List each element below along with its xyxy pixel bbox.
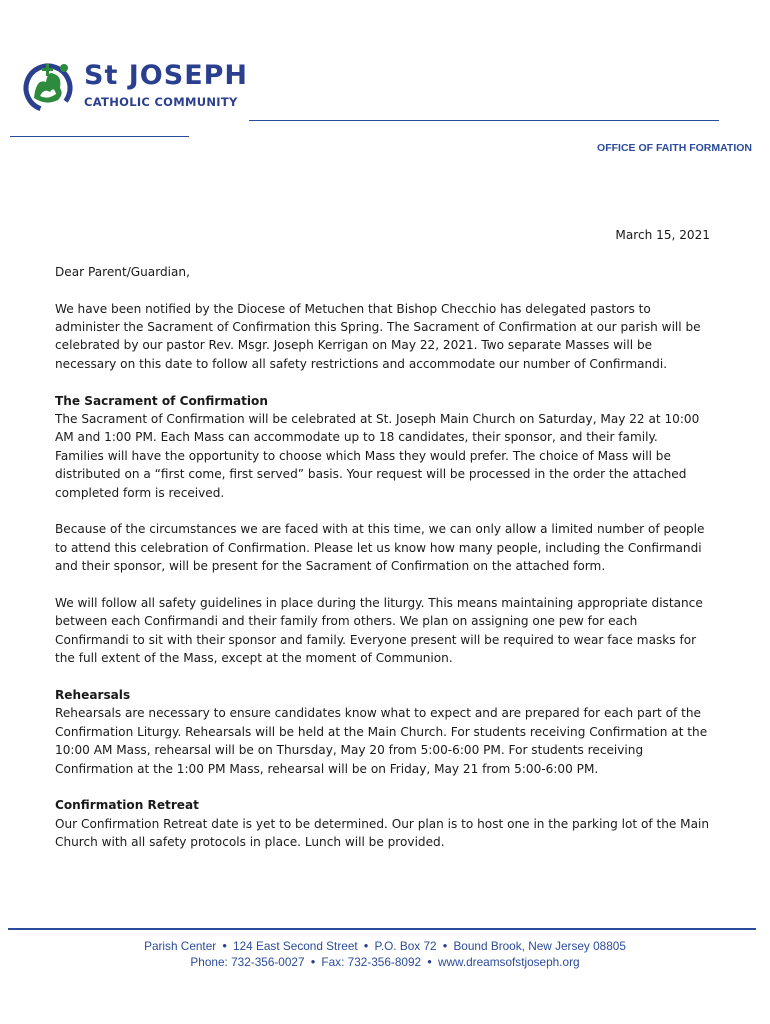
footer-fax: Fax: 732-356-8092 bbox=[321, 955, 422, 969]
safety-paragraph: We will follow all safety guidelines in place during the liturgy. This means maintaining appropriate distance between each Confirmandi and their family from others. We plan on assigning one pew for each Confirmandi to sit with their sponsor and family. Everyone present will be required to wear face masks for the full extent of the Mass, except at the moment of Communion. bbox=[55, 596, 703, 666]
bullet-icon: ● bbox=[442, 941, 448, 950]
rehearsals-body: Rehearsals are necessary to ensure candidates know what to expect and are prepared for each part of the Confirmation Liturgy. Rehearsals will be held at the Main Church. For students receiving Confirmation at the 10:00 AM Mass, rehearsal will be on Thursday, May 20 from 5:00-6:00 PM. For students receiving Confirmation at the 1:00 PM Mass, rehearsal will be on Friday, May 21 from 5:00-6:00 PM. bbox=[55, 706, 708, 776]
retreat-heading: Confirmation Retreat bbox=[55, 798, 199, 813]
footer-po-box: P.O. Box 72 bbox=[374, 939, 437, 953]
footer-contact-line bbox=[0, 954, 770, 970]
sacrament-section bbox=[55, 392, 710, 502]
bullet-icon: ● bbox=[363, 941, 369, 950]
footer-parish-center: Parish Center bbox=[144, 939, 217, 953]
retreat-section bbox=[55, 796, 710, 851]
letter-date: March 15, 2021 bbox=[615, 228, 710, 242]
header-divider-left bbox=[10, 136, 189, 137]
sacrament-body: The Sacrament of Confirmation will be celebrated at St. Joseph Main Church on Saturday, May 22 at 10:00 AM and 1:00 PM. Each Mass can accommodate up to 18 candidates, their sponsor, and their family. Families will have the opportunity to choose which Mass they would prefer. The choice of Mass will be distributed on a “first come, first served” basis. Your request will be processed in the order the attached completed form is received. bbox=[55, 412, 700, 500]
intro-paragraph: We have been notified by the Diocese of Metuchen that Bishop Checchio has delegated pastors to administer the Sacrament of Confirmation this Spring. The Sacrament of Confirmation at our parish will be celebrated by our pastor Rev. Msgr. Joseph Kerrigan on May 22, 2021. Two separate Masses will be necessary on this date to follow all safety restrictions and accommodate our number of Confirmandi. bbox=[55, 301, 701, 371]
logo-title: St JOSEPH bbox=[84, 60, 249, 91]
rehearsals-heading: Rehearsals bbox=[55, 688, 131, 703]
sacrament-heading: The Sacrament of Confirmation bbox=[55, 393, 268, 408]
retreat-body: Our Confirmation Retreat date is yet to be determined. Our plan is to host one in the parking lot of the Main Church with all safety protocols in place. Lunch will be provided. bbox=[55, 816, 710, 850]
logo-subtitle: CATHOLIC COMMUNITY bbox=[84, 95, 238, 109]
footer-address-line bbox=[0, 938, 770, 954]
footer-website[interactable]: www.dreamsofstjoseph.org bbox=[437, 955, 580, 969]
rehearsals-section bbox=[55, 686, 710, 778]
bullet-icon: ● bbox=[427, 957, 432, 966]
footer-phone: Phone: 732-356-0027 bbox=[190, 955, 305, 969]
bullet-icon: ● bbox=[222, 941, 228, 950]
footer-city: Bound Brook, New Jersey 08805 bbox=[453, 939, 626, 953]
parish-logo bbox=[20, 58, 250, 114]
office-title: OFFICE OF FAITH FORMATION bbox=[597, 142, 752, 154]
footer bbox=[0, 938, 770, 970]
parish-emblem-icon bbox=[20, 58, 80, 114]
header-divider-right bbox=[249, 120, 719, 121]
footer-divider bbox=[8, 928, 756, 930]
salutation: Dear Parent/Guardian, bbox=[55, 264, 190, 279]
bullet-icon: ● bbox=[310, 957, 316, 966]
letter-body bbox=[55, 226, 710, 870]
footer-street: 124 East Second Street bbox=[233, 939, 358, 953]
circumstances-paragraph: Because of the circumstances we are faced with at this time, we can only allow a limited number of people to attend this celebration of Confirmation. Please let us know how many people, including the Confirmandi and their sponsor, will be present for the Sacrament of Confirmation on the attached form. bbox=[55, 522, 705, 574]
